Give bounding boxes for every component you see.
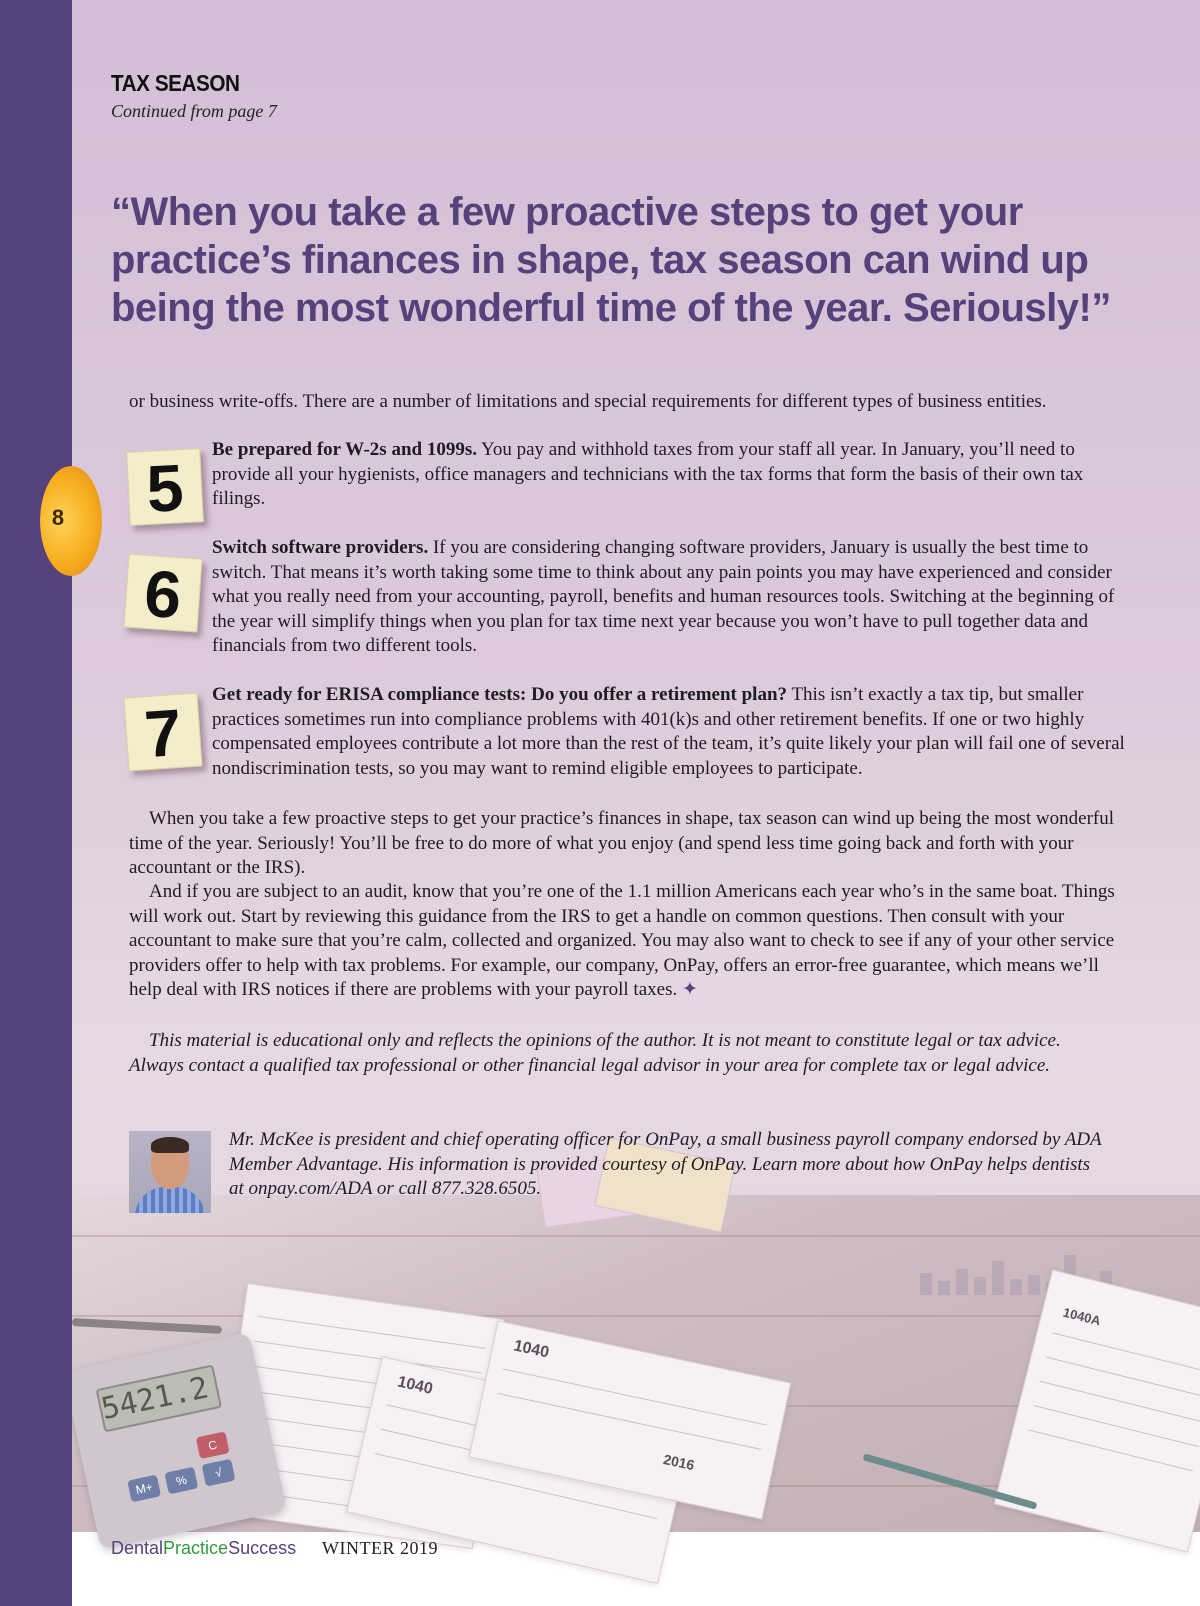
author-photo [129, 1131, 211, 1213]
form-1040-label: 1040 [512, 1337, 551, 1362]
calculator [63, 1332, 287, 1550]
section-label: TAX SEASON [111, 70, 240, 96]
form-1040a-label: 1040A [1061, 1304, 1103, 1329]
tip-7 [212, 683, 1127, 781]
publication-brand [111, 1538, 296, 1559]
calculator-display: 5421.2 [96, 1364, 223, 1432]
tip-6 [212, 536, 1127, 659]
author-bio: Mr. McKee is president and chief operating officer for OnPay, a small business payroll company endorsed by ADA Member Advantage. His information is provided courtesy of OnPay. Learn more about how OnPay helps dentists at onpay.com/ADA or call 877.328.6505. [229, 1129, 1102, 1199]
brand-success: Success [228, 1538, 297, 1558]
tip-body: This isn’t exactly a tax tip, but smaller practices sometimes run into compliance problems with 401(k)s and other retirement benefits. If one or two highly compensated employees contribute a lot more than the rest of the team, it’s quite likely your plan will fail one of several nondiscrimination tests, so you may want to remind eligible employees to participate. [212, 684, 1125, 779]
page-number: 8 [51, 505, 65, 530]
calculator-key: M+ [127, 1475, 161, 1503]
disclaimer: This material is educational only and reflects the opinions of the author. It is not meant to constitute legal or tax advice. Always contact a qualified tax professional or other financial legal advisor in your area for complete tax or legal advice. [129, 1030, 1061, 1076]
continued-from-note: Continued from page 7 [111, 101, 277, 121]
body-paragraph-text: And if you are subject to an audit, know that you’re one of the 1.1 million Americans each year who’s in the same boat. Things will work out. Start by reviewing this guidance from the IRS to get a handle on common questions. Then consult with your accountant to make sure that you’re calm, collected and organized. You may also want to check to see if any of your other service providers offer to help with tax problems. For example, our company, OnPay, offers an error-free guarantee, which means we’ll help deal with IRS notices if there are problems with your payroll taxes. [129, 881, 1115, 1000]
calculator-key: C [196, 1431, 230, 1459]
calculator-key: % [164, 1467, 198, 1495]
end-of-article-mark: ✦ [681, 979, 698, 1000]
body-paragraph [129, 880, 1129, 1003]
tip-title: Get ready for ERISA compliance tests: Do you offer a retirement plan? [212, 684, 788, 705]
tip-5 [212, 438, 1127, 512]
tip-body: If you are considering changing software providers, January is usually the best time to switch. That means it’s worth taking some time to think about any pain points you may have experienced and consider what you really need from your accounting, payroll, benefits and human resources tools. Switching at the beginning of the year will simplify things when you plan for tax time next year because you won’t have to pull together data and financials from two different tools. [212, 537, 1115, 656]
issue-label: WINTER 2019 [322, 1538, 438, 1558]
tip-number-6: 6 [124, 554, 203, 633]
form-1040-label: 1040 [395, 1373, 435, 1399]
lead-paragraph: or business write-offs. There are a number of limitations and special requirements for different types of business entities. [129, 391, 1047, 412]
form-year-label: 2016 [661, 1451, 696, 1474]
body-paragraph: When you take a few proactive steps to get your practice’s finances in shape, tax season can wind up being the most wonderful time of the year. Seriously! You’ll be free to do more of what you enjoy (and spend less time going back and forth with your accountant or the IRS). [129, 808, 1115, 878]
tip-number-7: 7 [124, 693, 203, 772]
tip-number-5: 5 [126, 448, 204, 526]
tip-title: Switch software providers. [212, 537, 429, 558]
brand-dental: Dental [111, 1538, 164, 1558]
brand-practice: Practice [163, 1538, 229, 1558]
tip-body: You pay and withhold taxes from your staff all year. In January, you’ll need to provide all your hygienists, office managers and technicians with the tax forms that form the basis of their own tax filings. [212, 439, 1084, 509]
calculator-key: √ [202, 1459, 236, 1487]
pull-quote: “When you take a few proactive steps to get your practice’s finances in shape, tax season can wind up being the most wonderful time of the year. Seriously!” [111, 190, 1111, 330]
left-sidebar-band [0, 0, 72, 1606]
tip-title: Be prepared for W-2s and 1099s. [212, 439, 477, 460]
